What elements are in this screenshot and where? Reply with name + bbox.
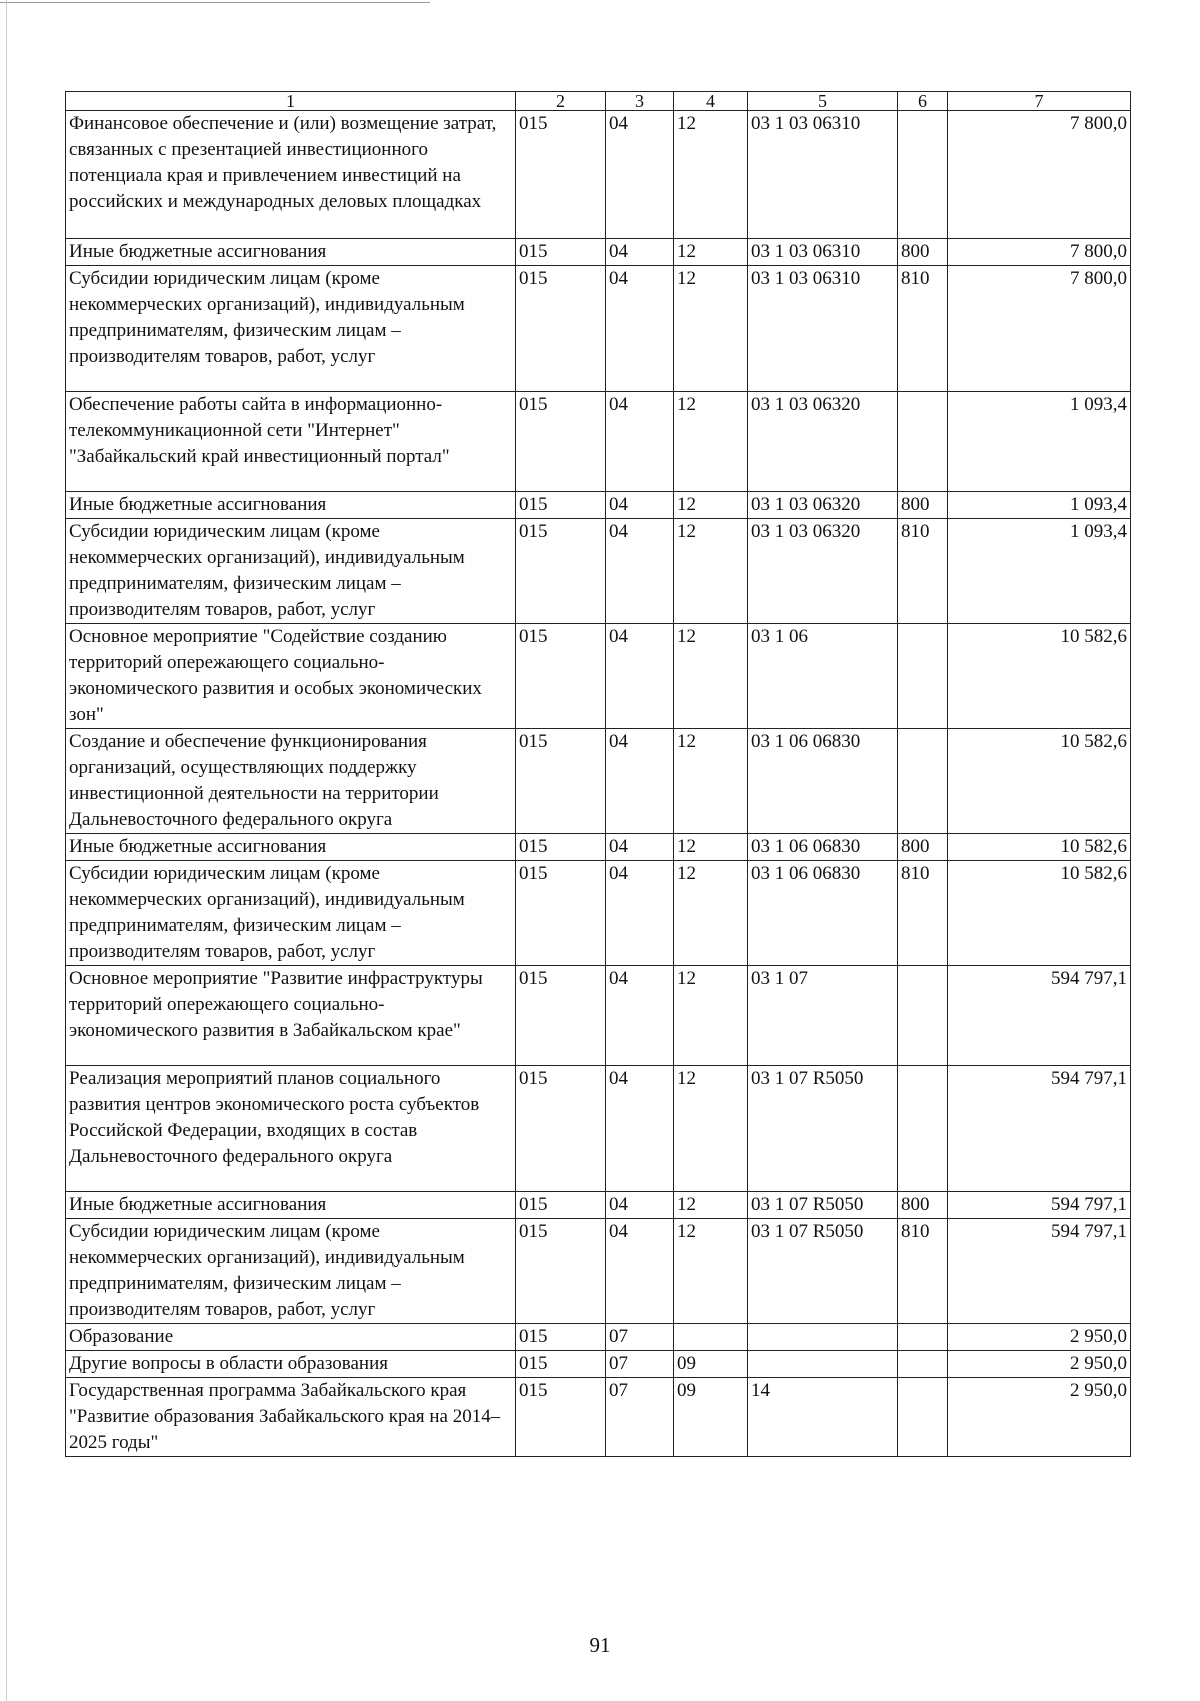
col-header-5: 5: [748, 92, 898, 111]
row-section: 04: [606, 861, 674, 966]
row-expense-type: [898, 1066, 948, 1192]
row-grbs: 015: [516, 1324, 606, 1351]
row-grbs: 015: [516, 1219, 606, 1324]
row-target-article: 03 1 06 06830: [748, 861, 898, 966]
scan-artifact-edge: [6, 0, 7, 1701]
table-body: [66, 111, 1131, 1457]
table-row: [66, 1219, 1131, 1324]
table-row: [66, 966, 1131, 1066]
row-subsection: 12: [674, 861, 748, 966]
col-header-2: 2: [516, 92, 606, 111]
row-name: Иные бюджетные ассигнования: [66, 492, 516, 519]
row-target-article: [748, 1324, 898, 1351]
row-target-article: 03 1 07 R5050: [748, 1219, 898, 1324]
row-expense-type: 810: [898, 519, 948, 624]
row-subsection: 12: [674, 266, 748, 392]
table-row: [66, 111, 1131, 239]
row-section: 07: [606, 1378, 674, 1457]
row-amount: 594 797,1: [948, 1066, 1131, 1192]
row-grbs: 015: [516, 624, 606, 729]
row-name: Субсидии юридическим лицам (кроме некоммерческих организаций), индивидуальным предпринимателям, физическим лицам – производителям товаров, работ, услуг: [66, 266, 516, 392]
row-grbs: 015: [516, 834, 606, 861]
row-grbs: 015: [516, 1351, 606, 1378]
row-grbs: 015: [516, 966, 606, 1066]
page-number: 91: [589, 1633, 611, 1657]
row-expense-type: 800: [898, 492, 948, 519]
row-expense-type: [898, 1378, 948, 1457]
row-subsection: 12: [674, 392, 748, 492]
row-target-article: 03 1 07: [748, 966, 898, 1066]
col-header-4: 4: [674, 92, 748, 111]
row-grbs: 015: [516, 519, 606, 624]
row-grbs: 015: [516, 861, 606, 966]
row-section: 04: [606, 1192, 674, 1219]
row-amount: 2 950,0: [948, 1324, 1131, 1351]
row-subsection: 12: [674, 729, 748, 834]
row-name: Основное мероприятие "Содействие созданию территорий опережающего социально-экономического развития и особых экономических зон": [66, 624, 516, 729]
row-section: 04: [606, 519, 674, 624]
table-row: [66, 239, 1131, 266]
row-name: Иные бюджетные ассигнования: [66, 1192, 516, 1219]
row-expense-type: [898, 1351, 948, 1378]
row-section: 04: [606, 239, 674, 266]
row-grbs: 015: [516, 1066, 606, 1192]
row-expense-type: [898, 624, 948, 729]
row-subsection: 09: [674, 1351, 748, 1378]
row-section: 04: [606, 266, 674, 392]
scan-artifact-line: [0, 2, 430, 3]
row-section: 04: [606, 729, 674, 834]
table-row: [66, 624, 1131, 729]
row-target-article: 03 1 03 06310: [748, 239, 898, 266]
row-target-article: 03 1 03 06320: [748, 492, 898, 519]
row-amount: 2 950,0: [948, 1351, 1131, 1378]
row-section: 04: [606, 392, 674, 492]
row-section: 07: [606, 1351, 674, 1378]
row-target-article: 03 1 07 R5050: [748, 1192, 898, 1219]
row-name: Обеспечение работы сайта в информационно-телекоммуникационной сети "Интернет" "Забайкальский край инвестиционный портал": [66, 392, 516, 492]
row-amount: 7 800,0: [948, 239, 1131, 266]
row-subsection: 12: [674, 492, 748, 519]
row-subsection: [674, 1324, 748, 1351]
row-target-article: 03 1 03 06320: [748, 392, 898, 492]
row-section: 04: [606, 624, 674, 729]
row-target-article: 03 1 03 06320: [748, 519, 898, 624]
row-name: Создание и обеспечение функционирования организаций, осуществляющих поддержку инвестиционной деятельности на территории Дальневосточного федерального округа: [66, 729, 516, 834]
row-amount: 10 582,6: [948, 861, 1131, 966]
row-target-article: 03 1 03 06310: [748, 266, 898, 392]
row-section: 04: [606, 1066, 674, 1192]
row-name: Финансовое обеспечение и (или) возмещение затрат, связанных с презентацией инвестиционного потенциала края и привлечением инвестиций на российских и международных деловых площадках: [66, 111, 516, 239]
column-number-row: [66, 92, 1131, 111]
row-expense-type: [898, 392, 948, 492]
table-row: [66, 729, 1131, 834]
row-grbs: 015: [516, 492, 606, 519]
row-amount: 594 797,1: [948, 966, 1131, 1066]
row-grbs: 015: [516, 266, 606, 392]
row-amount: 594 797,1: [948, 1192, 1131, 1219]
row-expense-type: 810: [898, 1219, 948, 1324]
row-amount: 1 093,4: [948, 519, 1131, 624]
row-amount: 7 800,0: [948, 266, 1131, 392]
row-expense-type: [898, 1324, 948, 1351]
row-amount: 1 093,4: [948, 492, 1131, 519]
table-row: [66, 1066, 1131, 1192]
row-amount: 594 797,1: [948, 1219, 1131, 1324]
table-row: [66, 1351, 1131, 1378]
row-expense-type: [898, 729, 948, 834]
col-header-1: 1: [66, 92, 516, 111]
row-grbs: 015: [516, 111, 606, 239]
row-expense-type: 800: [898, 834, 948, 861]
row-grbs: 015: [516, 1192, 606, 1219]
table-row: [66, 1378, 1131, 1457]
row-subsection: 12: [674, 1192, 748, 1219]
row-expense-type: [898, 966, 948, 1066]
row-target-article: 03 1 06: [748, 624, 898, 729]
row-name: Образование: [66, 1324, 516, 1351]
row-subsection: 12: [674, 624, 748, 729]
row-expense-type: 800: [898, 239, 948, 266]
row-section: 04: [606, 492, 674, 519]
row-subsection: 12: [674, 1066, 748, 1192]
row-subsection: 12: [674, 1219, 748, 1324]
row-grbs: 015: [516, 392, 606, 492]
table-row: [66, 861, 1131, 966]
table-row: [66, 266, 1131, 392]
table-row: [66, 1324, 1131, 1351]
row-name: Иные бюджетные ассигнования: [66, 834, 516, 861]
row-target-article: 03 1 06 06830: [748, 729, 898, 834]
table-row: [66, 492, 1131, 519]
row-name: Субсидии юридическим лицам (кроме некоммерческих организаций), индивидуальным предпринимателям, физическим лицам – производителям товаров, работ, услуг: [66, 1219, 516, 1324]
table-row: [66, 834, 1131, 861]
row-target-article: 03 1 03 06310: [748, 111, 898, 239]
table-row: [66, 392, 1131, 492]
col-header-3: 3: [606, 92, 674, 111]
row-target-article: [748, 1351, 898, 1378]
row-subsection: 12: [674, 111, 748, 239]
row-amount: 1 093,4: [948, 392, 1131, 492]
row-section: 04: [606, 111, 674, 239]
row-subsection: 12: [674, 519, 748, 624]
table-row: [66, 519, 1131, 624]
row-amount: 10 582,6: [948, 834, 1131, 861]
row-name: Реализация мероприятий планов социального развития центров экономического роста субъектов Российской Федерации, входящих в состав Дальневосточного федерального округа: [66, 1066, 516, 1192]
row-amount: 7 800,0: [948, 111, 1131, 239]
row-amount: 10 582,6: [948, 729, 1131, 834]
row-grbs: 015: [516, 239, 606, 266]
col-header-7: 7: [948, 92, 1131, 111]
row-expense-type: 810: [898, 266, 948, 392]
row-grbs: 015: [516, 1378, 606, 1457]
row-subsection: 12: [674, 834, 748, 861]
row-name: Основное мероприятие "Развитие инфраструктуры территорий опережающего социально-экономического развития в Забайкальском крае": [66, 966, 516, 1066]
row-section: 04: [606, 834, 674, 861]
row-target-article: 03 1 07 R5050: [748, 1066, 898, 1192]
row-amount: 10 582,6: [948, 624, 1131, 729]
row-name: Другие вопросы в области образования: [66, 1351, 516, 1378]
row-expense-type: 810: [898, 861, 948, 966]
row-target-article: 14: [748, 1378, 898, 1457]
row-amount: 2 950,0: [948, 1378, 1131, 1457]
table-row: [66, 1192, 1131, 1219]
row-name: Иные бюджетные ассигнования: [66, 239, 516, 266]
row-expense-type: 800: [898, 1192, 948, 1219]
row-subsection: 09: [674, 1378, 748, 1457]
row-subsection: 12: [674, 966, 748, 1066]
budget-table: [65, 91, 1131, 1457]
row-section: 07: [606, 1324, 674, 1351]
row-section: 04: [606, 1219, 674, 1324]
row-name: Субсидии юридическим лицам (кроме некоммерческих организаций), индивидуальным предпринимателям, физическим лицам – производителям товаров, работ, услуг: [66, 519, 516, 624]
row-name: Государственная программа Забайкальского края "Развитие образования Забайкальского края на 2014–2025 годы": [66, 1378, 516, 1457]
row-target-article: 03 1 06 06830: [748, 834, 898, 861]
row-subsection: 12: [674, 239, 748, 266]
row-name: Субсидии юридическим лицам (кроме некоммерческих организаций), индивидуальным предпринимателям, физическим лицам – производителям товаров, работ, услуг: [66, 861, 516, 966]
row-grbs: 015: [516, 729, 606, 834]
row-section: 04: [606, 966, 674, 1066]
col-header-6: 6: [898, 92, 948, 111]
row-expense-type: [898, 111, 948, 239]
